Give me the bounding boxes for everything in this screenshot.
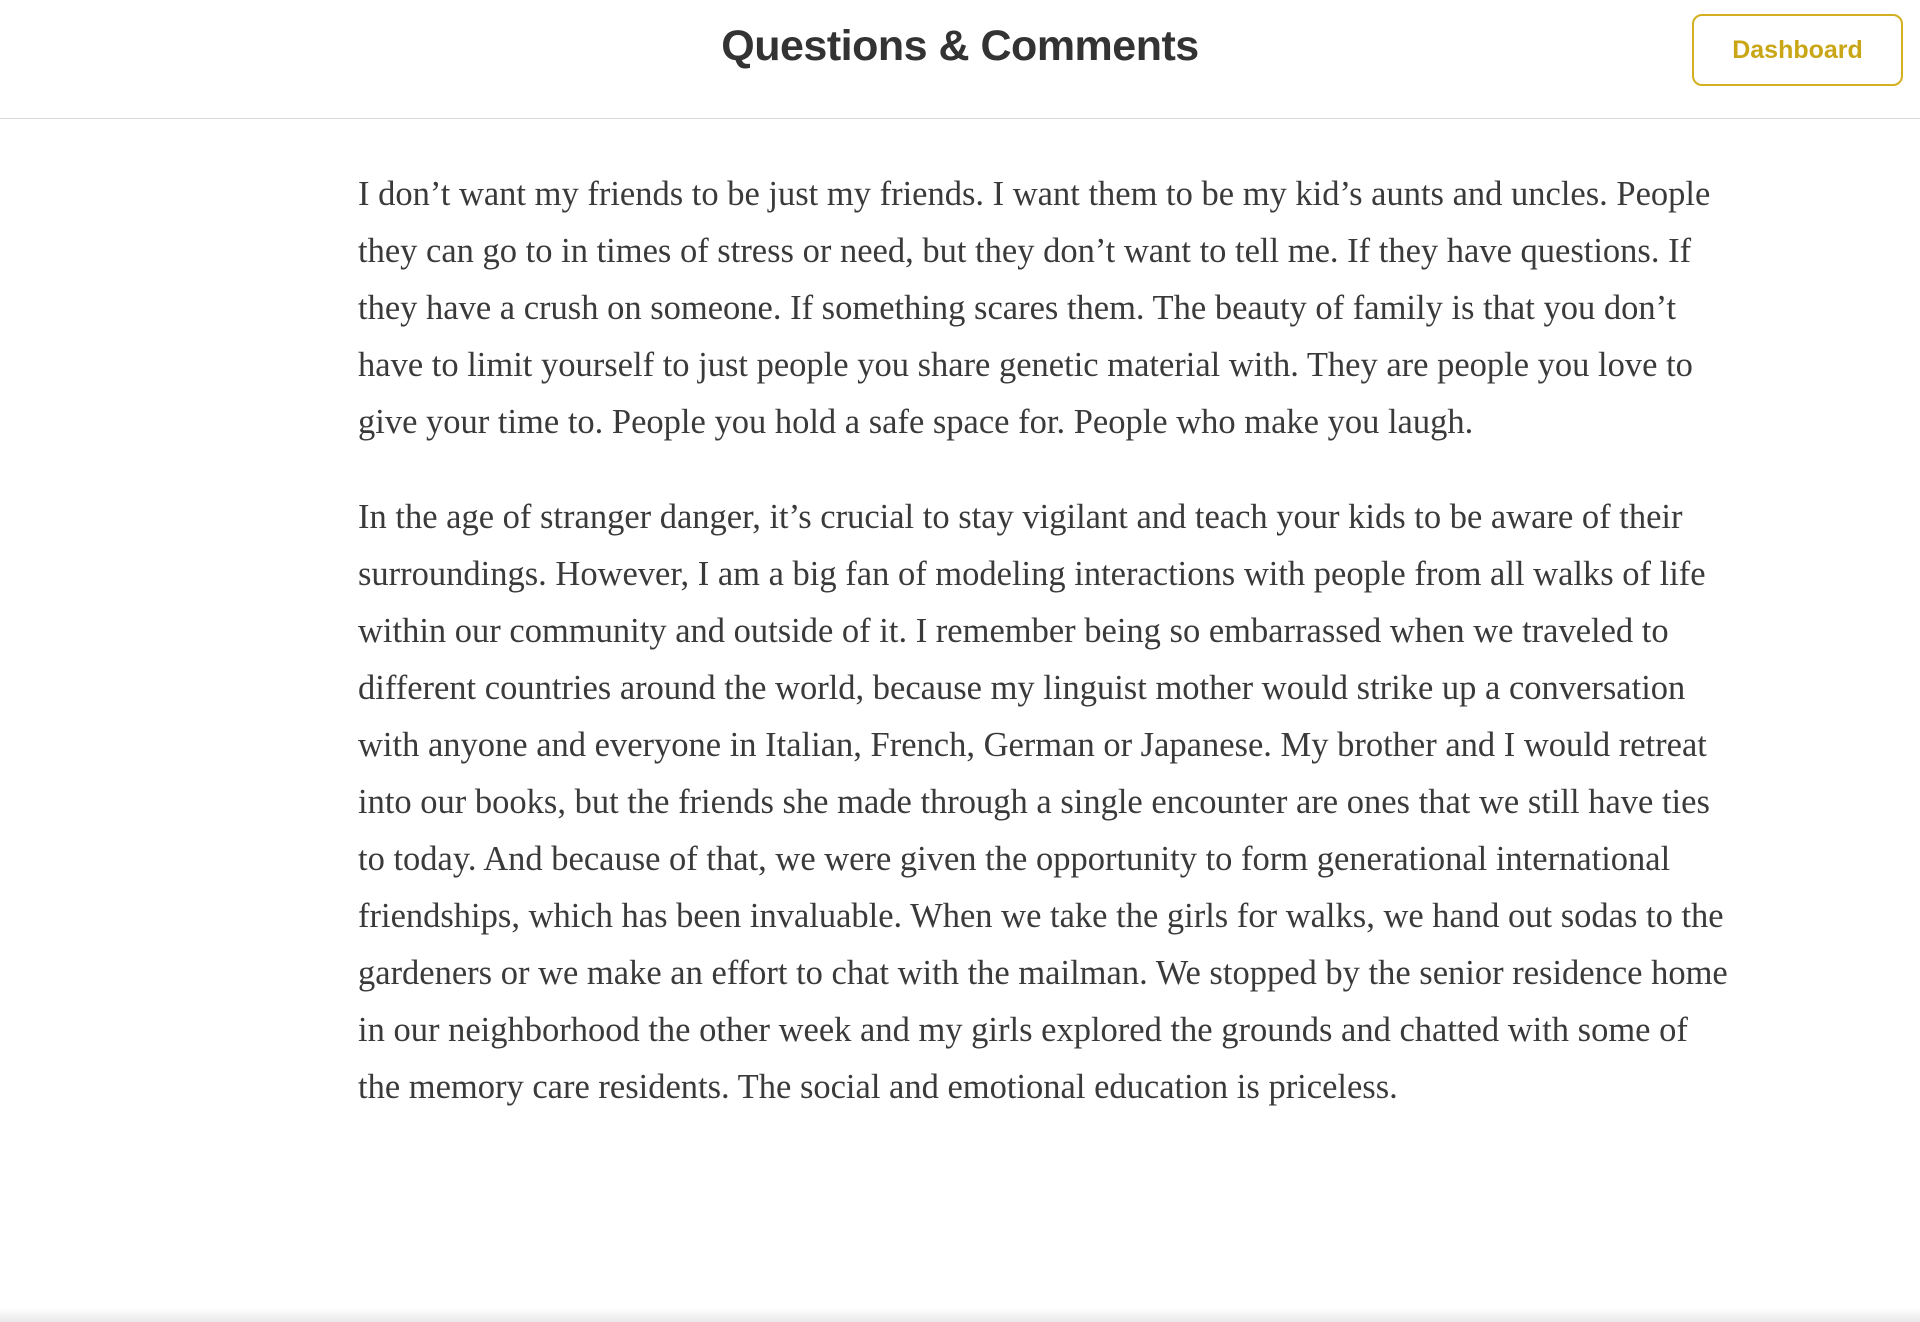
dashboard-button[interactable]: Dashboard	[1692, 14, 1903, 86]
paragraph-1: I don’t want my friends to be just my friends. I want them to be my kid’s aunts and uncles. People they can go to in times of stress or need, but they don’t want to tell me. If they have questions. If they have a crush on someone. If something scares them. The beauty of family is that you don’t have to limit yourself to just people you share genetic material with. They are people you love to give your time to. People you hold a safe space for. People who make you laugh.	[358, 175, 1711, 441]
header-bar	[0, 0, 1920, 119]
article-body	[358, 166, 1738, 1154]
bottom-shadow	[0, 1308, 1920, 1322]
page-title: Questions & Comments	[721, 22, 1199, 70]
paragraph-2: In the age of stranger danger, it’s crucial to stay vigilant and teach your kids to be aware of their surroundings. However, I am a big fan of modeling interactions with people from all walks of life within our community and outside of it. I remember being so embarrassed when we traveled to different countries around the world, because my linguist mother would strike up a conversation with anyone and everyone in Italian, French, German or Japanese. My brother and I would retreat into our books, but the friends she made through a single encounter are ones that we still have ties to today. And because of that, we were given the opportunity to form generational international friendships, which has been invaluable. When we take the girls for walks, we hand out sodas to the gardeners or we make an effort to chat with the mailman. We stopped by the senior residence home in our neighborhood the other week and my girls explored the grounds and chatted with some of the memory care residents. The social and emotional education is priceless.	[358, 498, 1728, 1106]
